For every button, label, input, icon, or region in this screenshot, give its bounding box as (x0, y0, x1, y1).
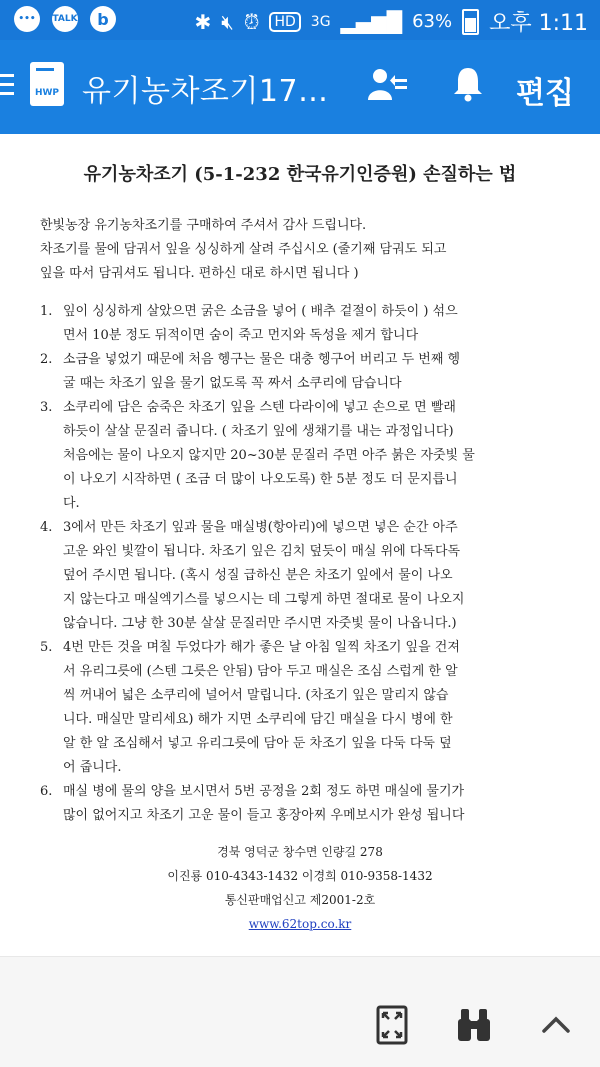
steps-list (40, 300, 575, 828)
document-title: 유기농차조기17… (82, 74, 329, 109)
step-3 (40, 396, 575, 516)
bottom-toolbar (0, 956, 600, 1067)
phone-contacts: 이진룡 010-4343-1432 이경희 010-9358-1432 (167, 869, 433, 883)
step-line: 3에서 만든 차조기 잎과 물을 매실병(항아리)에 넣으면 넣은 순간 아주 (63, 520, 458, 535)
edit-button[interactable]: 편집 (516, 76, 574, 111)
contact-footer (0, 840, 600, 936)
document-page (0, 134, 600, 956)
step-line: 덮어 주시면 됩니다. (혹시 성질 급하신 분은 차조기 잎에서 물이 나오 (63, 568, 453, 583)
step-line: 면서 10분 정도 뒤적이면 숨이 죽고 먼지와 독성을 제거 합니다 (63, 328, 419, 343)
step-line: 고운 와인 빛깔이 됩니다. 차조기 잎은 김치 덮듯이 매실 위에 다독다독 (63, 544, 461, 559)
step-line: 하듯이 살살 문질러 줍니다. ( 차조기 잎에 생채기를 내는 과정입니다) (63, 424, 454, 439)
step-line: 씩 꺼내어 넓은 소쿠리에 널어서 말립니다. (차조기 잎은 말리지 않습 (63, 688, 449, 703)
intro-line: 잎을 따서 담궈셔도 됩니다. 편하신 대로 하시면 됩니다 ) (40, 266, 359, 281)
step-line: 4번 만든 것을 며칠 두었다가 해가 좋은 날 아침 일찍 차조기 잎을 건져 (63, 640, 460, 655)
alarm-icon: ⏰︎ (243, 9, 260, 34)
menu-icon[interactable] (0, 74, 14, 98)
intro-line: 차조기를 물에 담궈서 잎을 싱싱하게 살려 주십시오 (줄기째 담궈도 되고 (40, 242, 447, 257)
website-link[interactable]: www.62top.co.kr (248, 917, 352, 931)
intro-line: 한빛농장 유기농차조기를 구매하여 주셔서 감사 드립니다. (40, 218, 367, 233)
step-line: 많이 없어지고 차조기 고운 물이 들고 홍장아찌 우메보시가 완성 됩니다 (63, 808, 465, 823)
step-line: 알 한 알 조심해서 넣고 유리그릇에 담아 둔 차조기 잎을 다둑 다둑 덮 (63, 736, 452, 751)
chat-bubble-icon: ••• (14, 6, 40, 32)
step-line: 굴 때는 차조기 잎을 물기 없도록 꼭 짜서 소쿠리에 담습니다 (63, 376, 402, 391)
step-line: 니다. 매실만 말리세요) 해가 지면 소쿠리에 담긴 매실을 다시 병에 한 (63, 712, 453, 727)
step-line: 소금을 넣었기 때문에 처음 헹구는 물은 대충 헹구어 버리고 두 번째 헹 (63, 352, 461, 367)
battery-percent: 63% (412, 11, 453, 32)
binoculars-icon[interactable] (454, 1005, 494, 1045)
bell-icon[interactable] (446, 62, 490, 106)
business-registration: 통신판매업신고 제2001-2호 (224, 893, 376, 907)
address: 경북 영덕군 창수면 인량길 278 (217, 845, 383, 859)
step-number: 4. (40, 520, 53, 535)
step-number: 6. (40, 784, 53, 799)
step-line: 지 않는다고 매실엑기스를 넣으시는 데 그렇게 하면 절대로 물이 나오지 (63, 592, 465, 607)
doc-heading: 유기농차조기 (5-1-232 한국유기인증원) 손질하는 법 (83, 164, 517, 185)
network-type: 3G (310, 13, 331, 30)
kakaotalk-icon: TALK (52, 6, 78, 32)
step-2 (40, 348, 575, 396)
b-app-icon: b (90, 6, 116, 32)
bluetooth-icon: ✱ (194, 9, 212, 34)
status-bar (0, 0, 600, 40)
hwp-file-icon (30, 62, 64, 106)
step-number: 5. (40, 640, 53, 655)
step-line: 처음에는 물이 나오지 않지만 20~30분 문질러 주면 아주 붉은 자줏빛 물 (63, 448, 475, 463)
step-line: 않습니다. 그냥 한 30분 살살 문질러만 주시면 자줏빛 물이 나옵니다.) (63, 616, 457, 631)
step-1 (40, 300, 575, 348)
fullscreen-icon[interactable] (372, 1005, 412, 1045)
contacts-icon[interactable] (366, 62, 410, 106)
step-number: 1. (40, 304, 53, 319)
step-line: 매실 병에 물의 양을 보시면서 5번 공정을 2회 정도 하면 매실에 물기가 (63, 784, 465, 799)
step-line: 소쿠리에 담은 숨죽은 차조기 잎을 스텐 다라이에 넣고 손으로 면 빨래 (63, 400, 456, 415)
hd-voice-icon: HD (269, 12, 300, 32)
chevron-up-icon[interactable] (536, 1005, 576, 1045)
clock: 오후 1:11 (489, 11, 588, 36)
intro-paragraph (40, 214, 575, 286)
step-line: 서 유리그릇에 (스텐 그릇은 안됨) 담아 두고 매실은 조심 스럽게 한 알 (63, 664, 458, 679)
step-number: 3. (40, 400, 53, 415)
step-line: 다. (63, 496, 80, 511)
step-number: 2. (40, 352, 53, 367)
step-6 (40, 780, 575, 828)
step-5 (40, 636, 575, 780)
step-line: 잎이 싱싱하게 살았으면 굵은 소금을 넣어 ( 배추 겉절이 하듯이 ) 섞으 (63, 304, 458, 319)
app-bar (0, 40, 600, 134)
mute-icon: 🔇︎ (221, 9, 234, 34)
step-4 (40, 516, 575, 636)
step-line: 이 나오기 시작하면 ( 조금 더 많이 나오도록) 한 5분 정도 더 문지릅니 (63, 472, 458, 487)
signal-icon: ▂▄▆█ (340, 9, 403, 34)
file-type-badge: HWP (34, 88, 60, 98)
battery-icon (462, 9, 479, 35)
step-line: 어 줍니다. (63, 760, 122, 775)
